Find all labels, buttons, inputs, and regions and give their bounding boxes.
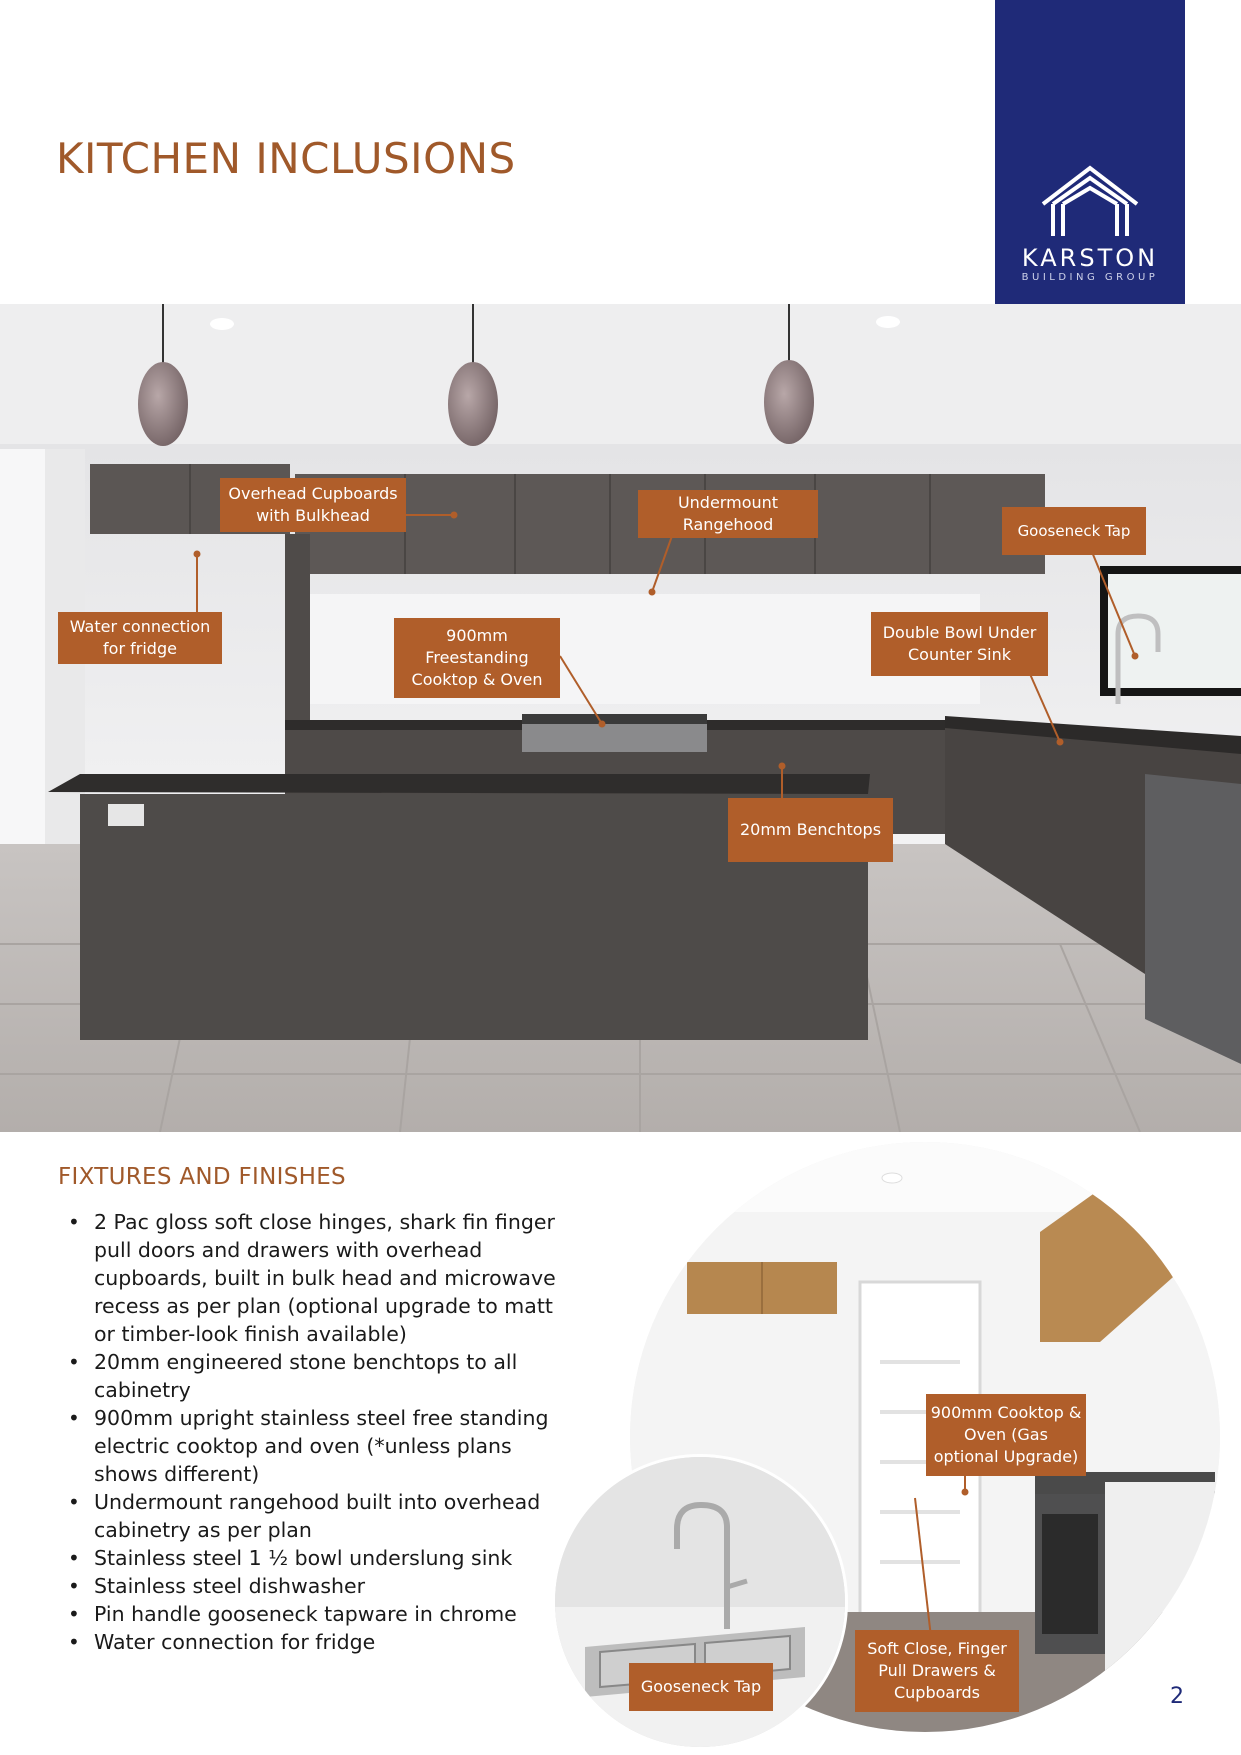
brand-panel	[995, 0, 1185, 304]
fixtures-heading: FIXTURES AND FINISHES	[58, 1164, 346, 1190]
callout-double-bowl-sink: Double Bowl Under Counter Sink	[871, 612, 1048, 676]
callout-gooseneck-tap-small: Gooseneck Tap	[629, 1663, 773, 1711]
callout-benchtops: 20mm Benchtops	[728, 798, 893, 862]
list-item: • Stainless steel dishwasher	[58, 1572, 578, 1600]
callout-undermount-rangehood: Undermount Rangehood	[638, 490, 818, 538]
list-item: • Pin handle gooseneck tapware in chrome	[58, 1600, 578, 1628]
list-item: • 2 Pac gloss soft close hinges, shark fin finger pull doors and drawers with overhead cupboards, built in bulk head and microwave recess as per plan (optional upgrade to matt or timber-look finish available)	[58, 1208, 578, 1348]
callout-water-connection: Water connection for fridge	[58, 612, 222, 664]
callout-soft-close-drawers: Soft Close, Finger Pull Drawers & Cupboards	[855, 1630, 1019, 1712]
callout-overhead-cupboards: Overhead Cupboards with Bulkhead	[220, 478, 406, 532]
list-item: • 20mm engineered stone benchtops to all cabinetry	[58, 1348, 578, 1404]
page-number: 2	[1170, 1684, 1184, 1709]
list-item: • 900mm upright stainless steel free standing electric cooktop and oven (*unless plans shows different)	[58, 1404, 578, 1488]
kitchen-hero-photo	[0, 304, 1241, 1132]
list-item: • Undermount rangehood built into overhead cabinetry as per plan	[58, 1488, 578, 1544]
gooseneck-tap-circle-photo	[552, 1454, 848, 1750]
brand-name: KARSTON	[1021, 244, 1159, 272]
brand-subtitle: BUILDING GROUP	[1021, 272, 1159, 283]
fixtures-list	[58, 1208, 578, 1656]
list-item: • Water connection for fridge	[58, 1628, 578, 1656]
callout-gooseneck-tap: Gooseneck Tap	[1002, 507, 1146, 555]
page-title: KITCHEN INCLUSIONS	[56, 134, 516, 183]
list-item: • Stainless steel 1 ½ bowl underslung sink	[58, 1544, 578, 1572]
callout-gas-cooktop-upgrade: 900mm Cooktop & Oven (Gas optional Upgrade)	[926, 1394, 1086, 1476]
karston-house-logo-icon	[1035, 160, 1145, 240]
kitchen-illustration	[0, 304, 1241, 1132]
callout-freestanding-cooktop: 900mm Freestanding Cooktop & Oven	[394, 618, 560, 698]
